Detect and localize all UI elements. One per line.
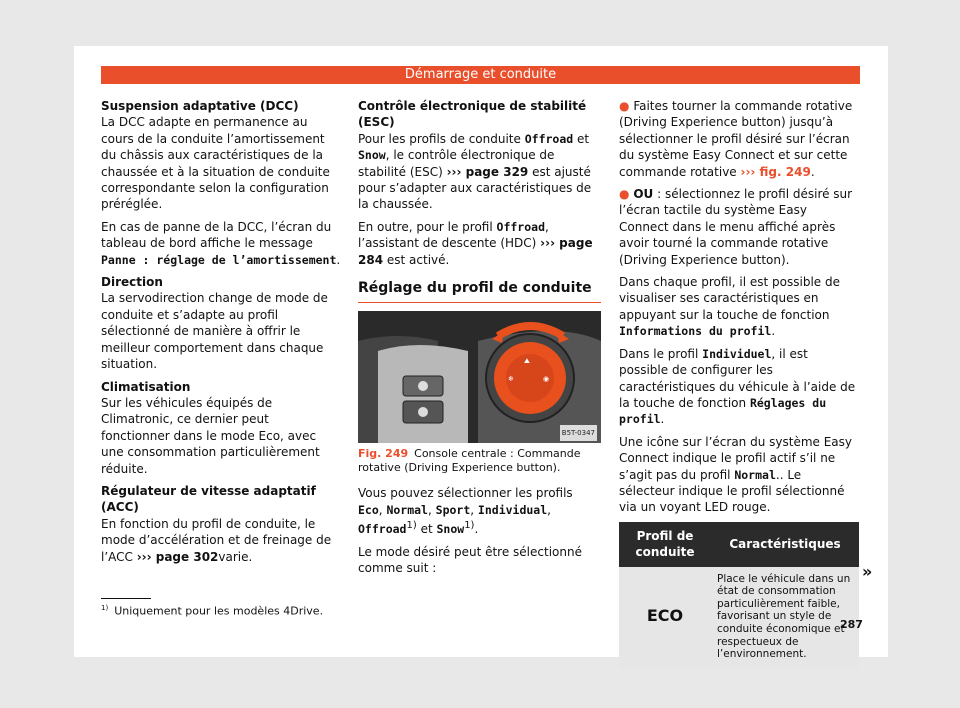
esc-heading: Contrôle électronique de stabilité (ESC) [358,99,587,130]
profile-snow: Snow [436,522,465,537]
info-function-key: Informations du profil [619,324,772,339]
profiles-intro: Vous pouvez sélectionner les profils [358,486,573,501]
footnote [101,604,323,618]
console-illustration [358,311,601,443]
icon-text-b: .. Le sélecteur indique le profil sélectionné via un voyant LED rouge. [619,467,845,515]
bullet-icon: ● [619,99,630,113]
esc-snow: Snow [358,148,386,163]
panne-text: En cas de panne de la DCC, l’écran du tableau de bord affiche le message [101,219,332,251]
svg-text:⛰: ⛰ [524,357,530,366]
profiles-sep: , [470,502,475,517]
bullet-2-ou: OU [633,187,654,202]
individual-paragraph [619,346,859,428]
dcc-text: La DCC adapte en permanence au cours de la conduite l’amortissement du châssis aux caractéristiques de la chaussée et à la situation de conduite correspondante selon la configuration préréglée. [101,115,330,212]
table-header-row [619,522,859,567]
direction-heading: Direction [101,275,163,290]
continued-mark: » [862,562,873,581]
acc-end: varie. [218,549,253,564]
climatisation-text: Sur les véhicules équipés de Climatronic, ce dernier peut fonctionner dans le mode Eco, avec une consommation particulièrement réduite. [101,395,320,476]
acc-paragraph [101,516,341,565]
individual-text-a: Dans le profil [619,346,699,361]
esc-paragraph-2 [358,219,601,268]
profiles-sep: , [547,502,551,517]
esc-page-link[interactable]: ››› page 329 [446,164,529,179]
bullet-1 [619,98,859,180]
bullet-2 [619,186,859,268]
dcc-heading: Suspension adaptative (DCC) [101,99,299,113]
svg-text:❄: ❄ [508,375,514,384]
bullet-icon: ● [619,187,630,202]
profile-normal: Normal [386,502,428,517]
profiles-table [619,522,859,667]
info-text: Dans chaque profil, il est possible de visualiser ses caractéristiques en appuyant sur la touche de fonction [619,275,840,322]
mode-text: Le mode désiré peut être sélectionné comme suit : [358,544,582,576]
esc-text-c: est ajusté pour s’adapter aux caractéristiques de la chaussée. [358,164,592,212]
icon-text-a: Une icône sur l’écran du système Easy Connect indique le profil actif s’il ne s’agit pas du profil [619,434,853,482]
profile-sport: Sport [435,502,471,517]
figure-caption-text: Console centrale : Commande rotative (Driving Experience button). [358,447,581,475]
footnote-text: Uniquement pour les modèles 4Drive. [114,604,324,618]
figure-console [358,311,601,443]
footnote-ref[interactable]: 1) [406,520,417,532]
individual-profile: Individuel [702,346,772,361]
individual-end: . [660,412,665,427]
acc-heading: Régulateur de vitesse adaptatif (ACC) [101,483,316,515]
hdc-text-a: En outre, pour le profil [358,219,493,234]
hdc-page-link[interactable]: ››› page 284 [358,236,593,267]
hdc-text-c: est activé. [386,252,450,267]
figure-label: Fig. 249 [358,447,409,461]
profile-settings-key: Réglages du profil [619,395,827,427]
acc-page-link[interactable]: ››› page 302 [136,549,219,564]
esc-text-b: , le contrôle électronique de stabilité (ESC) [358,148,555,179]
page-number: 287 [840,618,863,631]
fig-249-link[interactable]: ››› fig. 249 [740,164,811,179]
column-right [619,98,859,667]
hdc-text-b: , l’assistant de descente (HDC) [358,219,549,251]
profile-eco: Eco [358,502,379,517]
panne-end: . [336,252,341,267]
footnote-mark: 1) [101,604,109,612]
esc-et: et [577,131,590,146]
individual-text-b: , il est possible de configurer les caractéristiques du véhicule à l’aide de la touche de fonction [619,346,856,410]
acc-text: En fonction du profil de conduite, le mode d’accélération et de freinage de l’ACC [101,516,332,564]
footnote-divider [101,598,151,599]
esc-paragraph-1 [358,131,601,213]
info-end: . [771,324,776,339]
table-cell-description: Place le véhicule dans un état de consommation particulièrement faible, favorisant un style de conduite économique et respectueux de l’environnement. [711,567,859,667]
section-title: Réglage du profil de conduite [358,280,601,303]
table-header: Profil de conduite [619,522,711,567]
footnote-ref[interactable]: 1) [464,520,475,532]
column-left [101,98,341,571]
table-header: Caractéristiques [711,522,859,567]
profiles-sep: , [378,502,383,517]
info-paragraph [619,274,859,340]
bullet-2-text: : sélectionnez le profil désiré sur l’écran tactile du système Easy Connect dans le menu affiché après avoir tourné la commande rotative (Driving Experience button). [619,187,853,267]
icon-paragraph [619,434,859,516]
table-row [619,567,859,667]
profiles-sep: , [427,502,432,517]
panne-message: Panne : réglage de l’amortissement [101,252,337,267]
profile-individual: Individual [477,502,548,517]
page-header: Démarrage et conduite [101,66,860,84]
figure-caption [358,447,601,475]
column-middle [358,98,601,583]
esc-text-a: Pour les profils de conduite [358,131,521,146]
table-cell-profile: ECO [619,567,711,667]
profile-offroad: Offroad [358,522,407,537]
profiles-et: et [420,522,433,537]
panne-paragraph [101,219,341,268]
esc-offroad: Offroad [524,131,574,146]
normal-profile: Normal [734,467,776,482]
bullet-1-text: Faites tourner la commande rotative (Driving Experience button) jusqu’à sélectionner le profil désiré sur l’écran du système Easy Connect et sur cette commande rotative [619,99,853,179]
svg-text:◉: ◉ [543,375,550,384]
bullet-1-end: . [810,164,815,179]
figure-number: B5T-0347 [560,425,597,441]
hdc-offroad: Offroad [496,219,545,234]
profiles-paragraph: Vous pouvez sélectionner les profils Eco, Normal, Sport, Individual, Offroad$^{1)}$ et Snow$^{1)}$. [358,486,573,537]
climatisation-heading: Climatisation [101,379,191,394]
direction-text: La servodirection change de mode de conduite et s’adapte au profil sélectionné de manière à offrir le meilleur comportement dans chaque situation. [101,291,328,372]
